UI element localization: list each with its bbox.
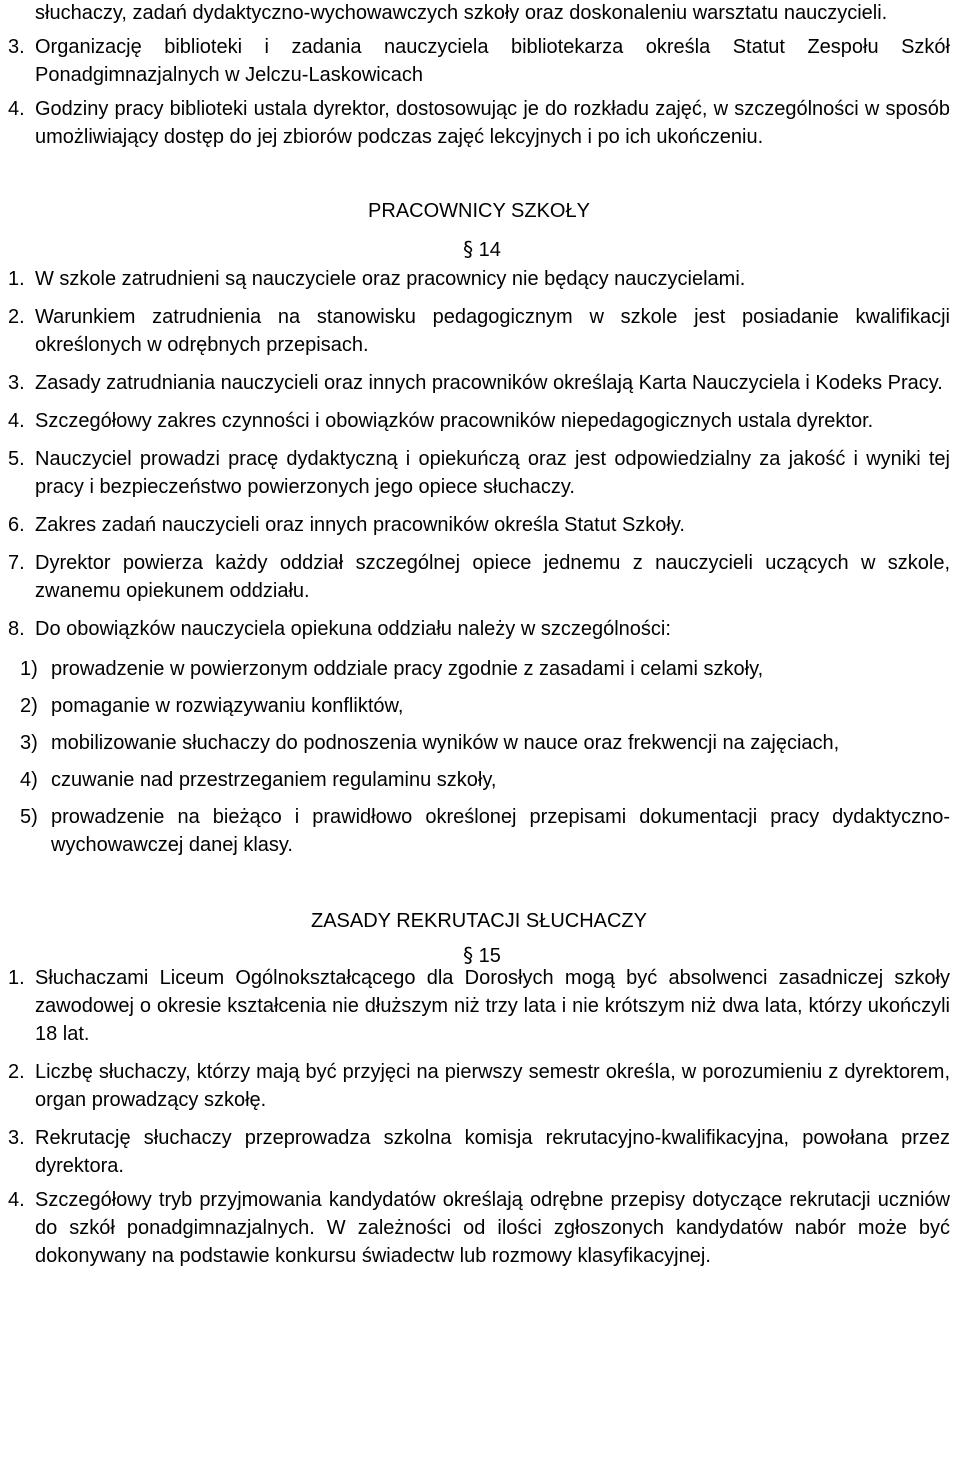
list-item: [8, 33, 950, 89]
sub-list-item: [8, 803, 950, 859]
item-text: Do obowiązków nauczyciela opiekuna oddziału należy w szczególności:: [35, 618, 671, 640]
item-number: 3.: [8, 372, 25, 394]
section-sign: §: [463, 943, 474, 967]
paragraph-number: 15: [478, 945, 501, 967]
list-item: [8, 369, 950, 397]
item-text: Szczegółowy zakres czynności i obowiązków pracowników niepedagogicznych ustala dyrektor.: [35, 410, 874, 432]
list-item: [8, 265, 950, 293]
item-number: 3.: [8, 1127, 25, 1149]
paragraph-number-14: [8, 235, 950, 264]
sub-list-item: [8, 766, 950, 794]
item-text: Liczbę słuchaczy, którzy mają być przyjęci na pierwszy semestr określa, w porozumieniu z dyrektorem, organ prowadzący szkołę.: [35, 1061, 950, 1111]
paragraph-number: 14: [478, 239, 501, 261]
item-text: Zasady zatrudniania nauczycieli oraz innych pracowników określają Karta Nauczyciela i Kodeks Pracy.: [35, 372, 943, 394]
item-number: 4.: [8, 410, 25, 432]
item-text: Słuchaczami Liceum Ogólnokształcącego dla Dorosłych mogą być absolwenci zasadniczej szkoły zawodowej o okresie kształcenia nie dłuższym niż trzy lata i nie krótszym niż dwa lata, którzy ukończyli 18 lat.: [35, 967, 950, 1045]
section-heading-staff: PRACOWNICY SZKOŁY: [368, 200, 590, 222]
item-text: prowadzenie na bieżąco i prawidłowo określonej przepisami dokumentacji pracy dydaktyczno-wychowawczej danej klasy.: [51, 806, 950, 856]
item-text: mobilizowanie słuchaczy do podnoszenia wyników w nauce oraz frekwencji na zajęciach,: [51, 732, 840, 754]
item-number: 4.: [8, 1189, 25, 1211]
item-number: 5.: [8, 448, 25, 470]
sub-list-item: [8, 692, 950, 720]
item-number: 2.: [8, 306, 25, 328]
item-number: 1.: [8, 268, 25, 290]
item-number: 3): [20, 732, 38, 754]
item-number: [8, 0, 35, 27]
list-item: [8, 1186, 950, 1270]
section-heading-recruitment: ZASADY REKRUTACJI SŁUCHACZY: [311, 910, 647, 932]
item-number: 6.: [8, 514, 25, 536]
sub-list-item: [8, 729, 950, 757]
item-text: Warunkiem zatrudnienia na stanowisku pedagogicznym w szkole jest posiadanie kwalifikacji określonych w odrębnych przepisach.: [35, 306, 950, 356]
item-text: czuwanie nad przestrzeganiem regulaminu szkoły,: [51, 769, 497, 791]
item-number: 5): [20, 806, 38, 828]
sub-list-item: [8, 655, 950, 683]
list-item: [8, 615, 950, 643]
item-text: Zakres zadań nauczycieli oraz innych pracowników określa Statut Szkoły.: [35, 514, 685, 536]
item-number: 3.: [8, 36, 25, 58]
list-item: [8, 1058, 950, 1114]
item-number: 4.: [8, 98, 25, 120]
list-item: [8, 1124, 950, 1180]
item-number: 8.: [8, 618, 25, 640]
item-text: Godziny pracy biblioteki ustala dyrektor, dostosowując je do rozkładu zajęć, w szczególności w sposób umożliwiający dostęp do jej zbiorów podczas zajęć lekcyjnych i po ich ukończeniu.: [35, 98, 950, 148]
list-item: [8, 95, 950, 151]
item-text: Szczegółowy tryb przyjmowania kandydatów określają odrębne przepisy dotyczące rekrutacji uczniów do szkół ponadgimnazjalnych. W zależności od ilości zgłoszonych kandydatów nabór może być dokonywany na podstawie konkursu świadectw lub rozmowy klasyfikacyjnej.: [35, 1189, 950, 1267]
list-item: [8, 303, 950, 359]
item-number: 1.: [8, 967, 25, 989]
item-text: pomaganie w rozwiązywaniu konfliktów,: [51, 695, 404, 717]
item-number: 2): [20, 695, 38, 717]
list-item: [8, 964, 950, 1048]
item-text: prowadzenie w powierzonym oddziale pracy zgodnie z zasadami i celami szkoły,: [51, 658, 764, 680]
item-text: Nauczyciel prowadzi pracę dydaktyczną i opiekuńczą oraz jest odpowiedzialny za jakość i wyniki tej pracy i bezpieczeństwo powierzonych jego opiece słuchaczy.: [35, 448, 950, 498]
list-item: [8, 445, 950, 501]
section-sign: §: [463, 237, 474, 261]
list-item: [8, 549, 950, 605]
item-text: Rekrutację słuchaczy przeprowadza szkolna komisja rekrutacyjno-kwalifikacyjna, powołana przez dyrektora.: [35, 1127, 950, 1177]
list-item-continuation: [8, 0, 950, 27]
item-number: 7.: [8, 552, 25, 574]
item-text: Organizację biblioteki i zadania nauczyciela bibliotekarza określa Statut Zespołu Szkół Ponadgimnazjalnych w Jelczu-Laskowicach: [35, 36, 950, 86]
item-text: Dyrektor powierza każdy oddział szczególnej opiece jednemu z nauczycieli uczących w szkole, zwanemu opiekunem oddziału.: [35, 552, 950, 602]
item-text: W szkole zatrudnieni są nauczyciele oraz pracownicy nie będący nauczycielami.: [35, 268, 746, 290]
list-item: [8, 407, 950, 435]
list-item: [8, 511, 950, 539]
item-number: 4): [20, 769, 38, 791]
item-text: słuchaczy, zadań dydaktyczno-wychowawczych szkoły oraz doskonaleniu warsztatu nauczycieli.: [35, 2, 888, 24]
item-number: 2.: [8, 1061, 25, 1083]
item-number: 1): [20, 658, 38, 680]
